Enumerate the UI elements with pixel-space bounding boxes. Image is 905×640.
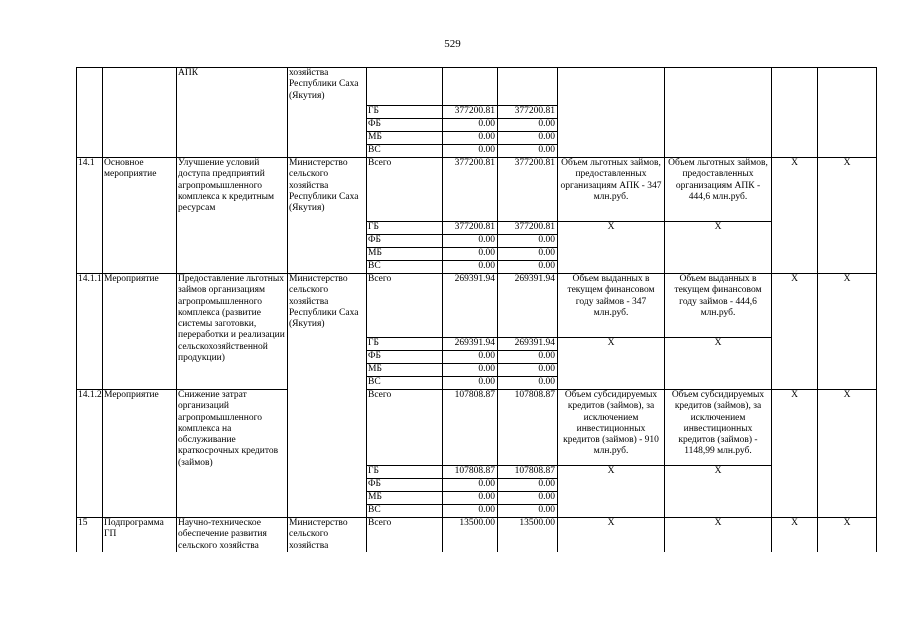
total-cell: 377200.81 [443,106,498,119]
total-cell: 0.00 [443,492,498,505]
source-cell: Всего [367,518,443,553]
source-cell: МБ [367,248,443,261]
mark1-cell [772,68,818,158]
source-cell: МБ [367,492,443,505]
mark2-cell: X [818,274,877,390]
table-row [77,390,877,466]
value-cell: 0.00 [498,261,558,274]
value-cell: 377200.81 [498,222,558,235]
program-table [76,67,877,552]
value-cell: 0.00 [498,364,558,377]
value-cell: 269391.94 [498,274,558,338]
total-cell: 0.00 [443,248,498,261]
num-cell: 14.1.2 [77,390,103,518]
total-cell [443,68,498,106]
name-cell: Улучшение условий доступа предприятий агропромышленного комплекса к кредитным ресурсам [177,158,288,274]
name-cell: Научно-техническое обеспечение развития сельского хозяйства [177,518,288,553]
value-cell: 0.00 [498,492,558,505]
source-cell: ФБ [367,119,443,132]
total-cell: 0.00 [443,505,498,518]
mark1-cell: X [772,274,818,390]
source-cell [367,68,443,106]
source-cell: Всего [367,274,443,338]
sub-mark1-cell: X [558,338,665,390]
table-row [77,518,877,553]
value-cell: 107808.87 [498,390,558,466]
mark2-cell: X [818,518,877,553]
result2-cell: Объем льготных займов, предоставленных организациям АПК - 444,6 млн.руб. [665,158,772,222]
executor-cell: Министерство сельского хозяйства Республики Саха (Якутия) [288,274,367,518]
name-cell: АПК [177,68,288,158]
sub-mark2-cell: X [665,466,772,518]
sub-mark2-cell: X [665,338,772,390]
value-cell: 0.00 [498,505,558,518]
result2-cell [665,68,772,158]
source-cell: ГБ [367,106,443,119]
type-cell: Мероприятие [103,390,177,518]
executor-cell: Министерство сельского хозяйства Республики Саха (Якутия) [288,158,367,274]
value-cell: 0.00 [498,119,558,132]
value-cell: 0.00 [498,479,558,492]
total-cell: 269391.94 [443,338,498,351]
result2-cell: Объем выданных в текущем финансовом году займов - 444,6 млн.руб. [665,274,772,338]
total-cell: 0.00 [443,377,498,390]
result1-cell: Объем льготных займов, предоставленных организациям АПК - 347 млн.руб. [558,158,665,222]
mark2-cell [818,68,877,158]
result1-cell: Объем субсидируемых кредитов (займов), за исключением инвестиционных кредитов (займов) - 910 млн.руб. [558,390,665,466]
total-cell: 107808.87 [443,390,498,466]
source-cell: ГБ [367,466,443,479]
type-cell [103,68,177,158]
source-cell: ВС [367,505,443,518]
result2-cell: X [665,518,772,553]
source-cell: ФБ [367,351,443,364]
value-cell: 0.00 [498,248,558,261]
total-cell: 269391.94 [443,274,498,338]
type-cell: Подпрограмма ГП [103,518,177,553]
total-cell: 0.00 [443,261,498,274]
source-cell: Всего [367,390,443,466]
type-cell: Основное мероприятие [103,158,177,274]
value-cell: 0.00 [498,351,558,364]
table-row [77,68,877,106]
value-cell: 13500.00 [498,518,558,553]
value-cell: 377200.81 [498,106,558,119]
total-cell: 0.00 [443,132,498,145]
total-cell: 0.00 [443,351,498,364]
source-cell: ВС [367,377,443,390]
value-cell: 0.00 [498,235,558,248]
mark1-cell: X [772,518,818,553]
table-row [77,158,877,222]
value-cell: 377200.81 [498,158,558,222]
result1-cell: X [558,518,665,553]
source-cell: ВС [367,261,443,274]
total-cell: 13500.00 [443,518,498,553]
total-cell: 0.00 [443,119,498,132]
num-cell: 14.1 [77,158,103,274]
table-row [77,274,877,338]
name-cell: Предоставление льготных займов организациям агропромышленного комплекса (развитие системы заготовки, переработки и реализации сельскохозяйственной продукции) [177,274,288,390]
num-cell: 15 [77,518,103,553]
total-cell: 107808.87 [443,466,498,479]
value-cell: 107808.87 [498,466,558,479]
executor-cell: хозяйства Республики Саха (Якутия) [288,68,367,158]
value-cell: 0.00 [498,145,558,158]
page-number: 529 [444,38,461,50]
source-cell: ВС [367,145,443,158]
value-cell: 0.00 [498,132,558,145]
result2-cell: Объем субсидируемых кредитов (займов), за исключением инвестиционных кредитов (займов) - 1148,99 млн.руб. [665,390,772,466]
num-cell [77,68,103,158]
source-cell: Всего [367,158,443,222]
result1-cell: Объем выданных в текущем финансовом году займов - 347 млн.руб. [558,274,665,338]
executor-cell: Министерство сельского хозяйства [288,518,367,553]
source-cell: ГБ [367,222,443,235]
total-cell: 0.00 [443,479,498,492]
source-cell: ГБ [367,338,443,351]
num-cell: 14.1.1 [77,274,103,390]
mark1-cell: X [772,158,818,274]
mark2-cell: X [818,158,877,274]
total-cell: 0.00 [443,364,498,377]
value-cell [498,68,558,106]
mark1-cell: X [772,390,818,518]
source-cell: МБ [367,364,443,377]
total-cell: 0.00 [443,235,498,248]
source-cell: МБ [367,132,443,145]
source-cell: ФБ [367,235,443,248]
sub-mark1-cell: X [558,466,665,518]
value-cell: 269391.94 [498,338,558,351]
source-cell: ФБ [367,479,443,492]
name-cell: Снижение затрат организаций агропромышленного комплекса на обслуживание краткосрочных кредитов (займов) [177,390,288,518]
total-cell: 377200.81 [443,158,498,222]
total-cell: 377200.81 [443,222,498,235]
sub-mark2-cell: X [665,222,772,274]
type-cell: Мероприятие [103,274,177,390]
mark2-cell: X [818,390,877,518]
value-cell: 0.00 [498,377,558,390]
total-cell: 0.00 [443,145,498,158]
sub-mark1-cell: X [558,222,665,274]
result1-cell [558,68,665,158]
